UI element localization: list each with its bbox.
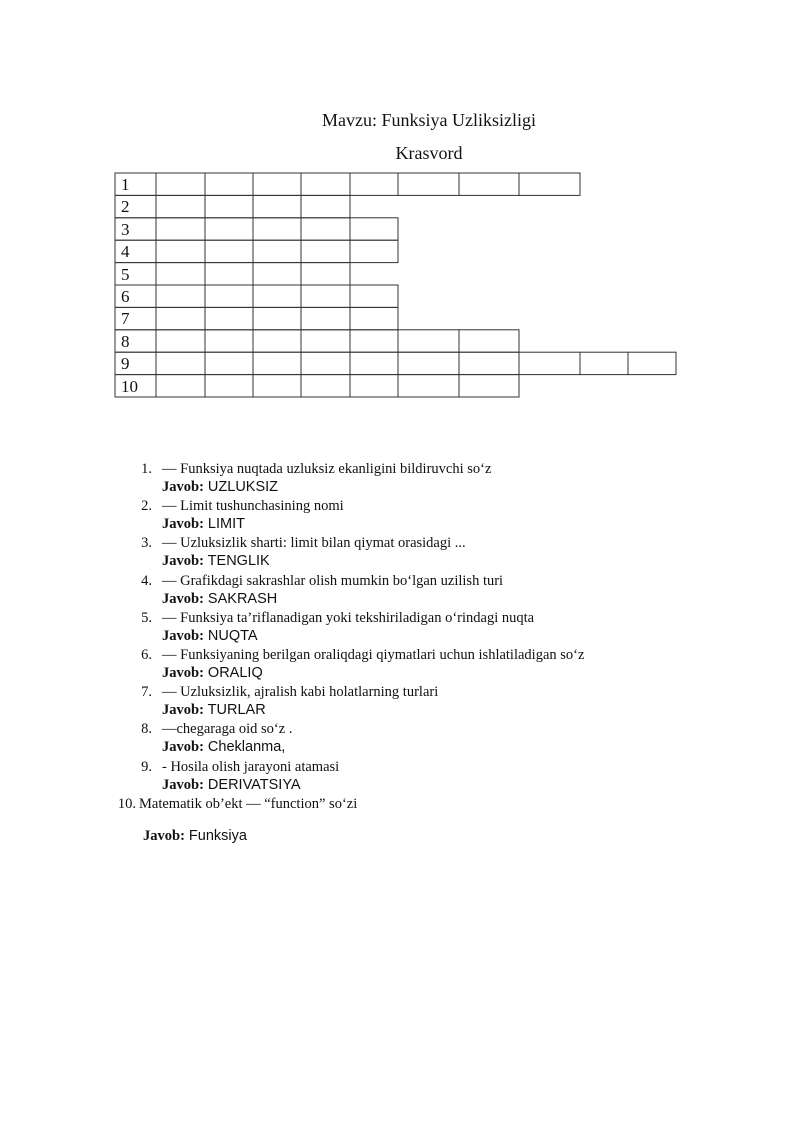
answer-value: TENGLIK — [203, 553, 270, 570]
clue-text: Matematik ob’ekt — “function” so‘zi — [139, 795, 358, 812]
clue-answer — [162, 590, 277, 608]
clue-text: —chegaraga oid so‘z . — [162, 721, 293, 738]
page-subtitle: Krasvord — [395, 143, 463, 163]
crossword-cell — [156, 352, 205, 374]
crossword-cell — [350, 285, 398, 307]
crossword-cell — [205, 195, 253, 217]
crossword-cell — [350, 173, 398, 195]
crossword-cell — [398, 173, 459, 195]
crossword-row-number: 7 — [121, 309, 130, 329]
clue-answer — [162, 701, 266, 719]
crossword-cell — [156, 375, 205, 397]
crossword-cell — [519, 173, 580, 195]
clue-number: 10. — [117, 795, 136, 812]
crossword-row-number: 10 — [121, 376, 138, 396]
clue-number: 8. — [141, 721, 152, 738]
answer-value: ORALIQ — [203, 665, 263, 681]
crossword-cell — [398, 375, 459, 397]
crossword-cell — [205, 285, 253, 307]
crossword-cell — [156, 263, 205, 285]
crossword-cell — [253, 285, 301, 307]
crossword-cell — [301, 285, 350, 307]
crossword-cell — [580, 352, 628, 374]
crossword-row-number: 1 — [121, 175, 130, 194]
crossword-cell — [301, 195, 350, 217]
crossword-cell — [301, 173, 350, 195]
answer-value: UZLUKSIZ — [203, 479, 279, 495]
crossword-cell — [156, 330, 205, 352]
crossword-cell — [156, 240, 205, 262]
crossword-cell — [350, 352, 398, 374]
crossword-cell — [156, 307, 205, 329]
crossword-cell — [628, 352, 676, 374]
crossword-cell — [350, 218, 398, 240]
answer-label: Javob: — [162, 479, 204, 495]
crossword-grid — [0, 0, 800, 420]
clue-text: — Grafikdagi sakrashlar olish mumkin bo‘lgan uzilish turi — [162, 572, 504, 589]
answer-label: Javob: — [162, 627, 204, 644]
crossword-cell — [398, 352, 459, 374]
crossword-cell — [205, 240, 253, 262]
crossword-cell — [205, 307, 253, 329]
crossword-cell — [253, 240, 301, 262]
crossword-cell — [253, 307, 301, 329]
clue-number: 4. — [141, 572, 152, 589]
answer-label: Javob: — [162, 590, 204, 607]
clue-answer — [162, 552, 270, 570]
clue-number: 7. — [141, 684, 152, 701]
crossword-row-number: 4 — [121, 242, 130, 262]
crossword-cell — [205, 330, 253, 352]
crossword-row-number: 2 — [121, 197, 130, 217]
crossword-cell — [253, 352, 301, 374]
crossword-cell — [205, 173, 253, 195]
crossword-row-number: 3 — [121, 219, 130, 239]
crossword-cell — [301, 263, 350, 285]
answer-value: Funksiya — [184, 827, 247, 844]
crossword-cell — [156, 285, 205, 307]
clue-number: 6. — [141, 647, 152, 663]
crossword-cell — [459, 173, 519, 195]
crossword-row-number: 8 — [121, 331, 130, 351]
crossword-cell — [253, 263, 301, 285]
clue-text: — Funksiya nuqtada uzluksiz ekanligini bildiruvchi so‘z — [162, 461, 492, 477]
crossword-cell — [301, 240, 350, 262]
crossword-cell — [350, 375, 398, 397]
answer-label: Javob: — [162, 739, 204, 756]
crossword-cell — [398, 330, 459, 352]
clue-number: 2. — [141, 498, 152, 515]
crossword-cell — [350, 240, 398, 262]
clue-answer — [162, 776, 301, 794]
clue-text: — Funksiya ta’riflanadigan yoki tekshiriladigan o‘rindagi nuqta — [162, 609, 535, 626]
crossword-cell — [459, 352, 519, 374]
crossword-cell — [519, 352, 580, 374]
answer-label: Javob: — [162, 516, 204, 533]
crossword-cell — [253, 173, 301, 195]
crossword-cell — [205, 263, 253, 285]
crossword-cell — [205, 375, 253, 397]
page-title: Mavzu: Funksiya Uzliksizligi — [322, 110, 536, 130]
crossword-cell — [156, 173, 205, 195]
crossword-cell — [301, 330, 350, 352]
crossword-cell — [459, 375, 519, 397]
crossword-cell — [350, 307, 398, 329]
answer-label: Javob: — [162, 665, 204, 681]
answer-value: NUQTA — [203, 627, 258, 644]
answer-value: DERIVATSIYA — [203, 776, 301, 793]
crossword-row-number: 5 — [121, 264, 130, 284]
clue-text: — Uzluksizlik, ajralish kabi holatlarning turlari — [162, 684, 439, 701]
crossword-cell — [253, 218, 301, 240]
crossword-row-number: 9 — [121, 354, 130, 374]
crossword-cell — [350, 330, 398, 352]
clue-number: 5. — [141, 609, 152, 626]
crossword-cell — [459, 330, 519, 352]
clue-text: — Funksiyaning berilgan oraliqdagi qiymatlari uchun ishlatiladigan so‘z — [162, 647, 585, 663]
crossword-cell — [253, 195, 301, 217]
clue-answer — [162, 478, 278, 496]
answer-value: LIMIT — [203, 516, 245, 533]
clue-number: 1. — [141, 461, 152, 477]
answer-label: Javob: — [143, 827, 185, 844]
clue-answer — [162, 738, 285, 756]
crossword-cell — [156, 218, 205, 240]
clue-number: 9. — [141, 758, 152, 775]
crossword-cell — [301, 218, 350, 240]
clue-number: 3. — [141, 535, 152, 552]
crossword-cell — [205, 352, 253, 374]
crossword-cell — [301, 352, 350, 374]
crossword-cell — [301, 307, 350, 329]
clue-answer — [162, 627, 258, 645]
crossword-cell — [156, 195, 205, 217]
crossword-cell — [253, 330, 301, 352]
clue-answer — [162, 515, 245, 533]
clue-answer — [143, 827, 247, 845]
answer-label: Javob: — [162, 553, 204, 570]
answer-value: Cheklanma, — [203, 739, 286, 756]
clue-text: — Limit tushunchasining nomi — [162, 498, 344, 515]
answer-value: TURLAR — [203, 702, 266, 719]
answer-value: SAKRASH — [203, 590, 278, 607]
clue-answer — [162, 664, 263, 682]
clue-text: - Hosila olish jarayoni atamasi — [162, 758, 340, 775]
answer-label: Javob: — [162, 702, 204, 719]
crossword-cell — [253, 375, 301, 397]
crossword-cell — [205, 218, 253, 240]
clue-text: — Uzluksizlik sharti: limit bilan qiymat orasidagi ... — [162, 535, 466, 552]
crossword-cell — [301, 375, 350, 397]
crossword-row-number: 6 — [121, 287, 130, 306]
answer-label: Javob: — [162, 776, 204, 793]
